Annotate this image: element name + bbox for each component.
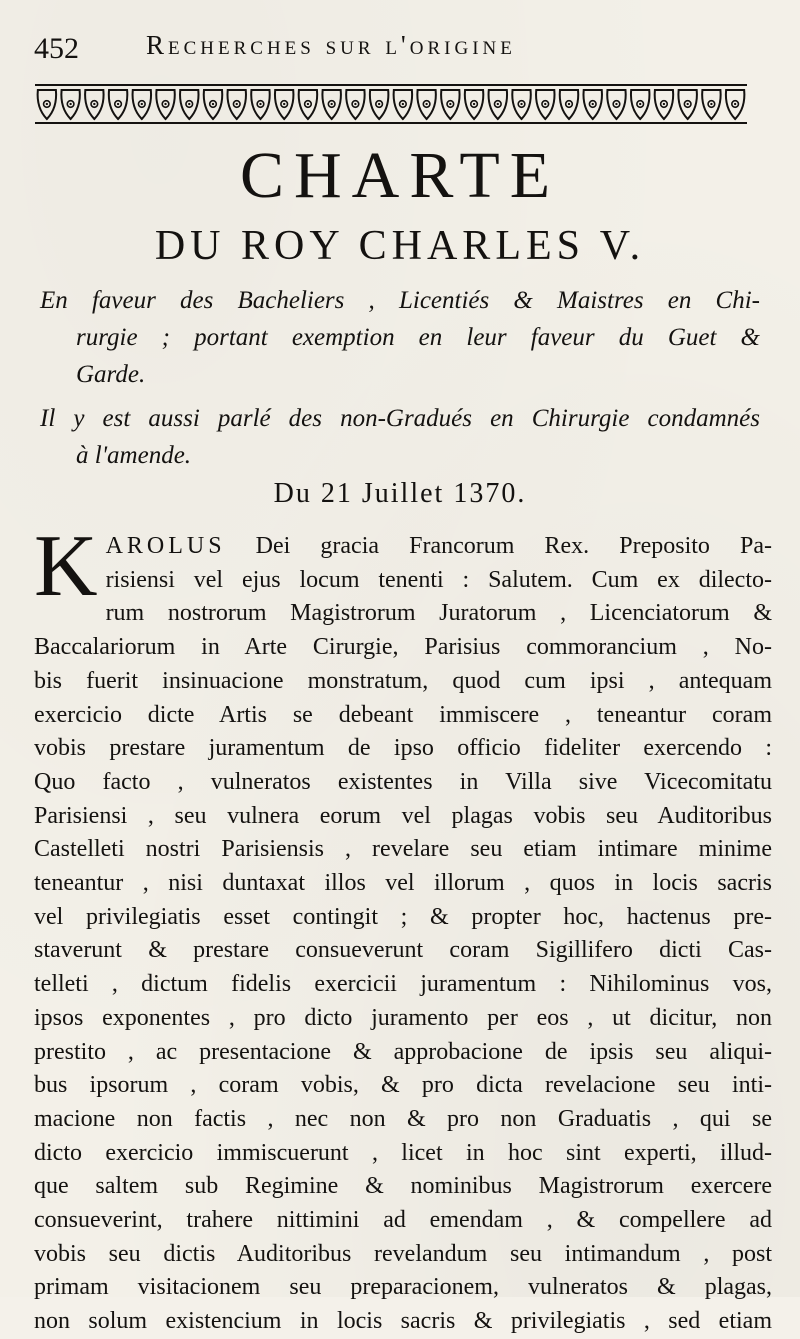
body-line: dicto exercicio immiscuerunt , licet in hoc sint experti, illud-: [34, 1139, 772, 1166]
body-line: telleti , dictum fidelis exercicii juramentum : Nihilominus vos,: [34, 971, 772, 998]
opening-word: AROLUS: [105, 533, 226, 559]
summary-line: rurgie ; portant exemption en leur faveur du Guet &: [76, 324, 760, 351]
ornament-motif: [61, 90, 79, 119]
ornament-motif: [536, 90, 554, 119]
ornament-motif: [583, 90, 601, 119]
body-line: primam visitacionem seu preparacionem, vulneratos & plagas,: [34, 1274, 772, 1301]
body-line: ipsos exponentes , pro dicto juramento per eos , ut dicitur, non: [34, 1004, 772, 1031]
body-line: teneantur , nisi duntaxat illos vel illorum , quos in locis sacris: [34, 870, 772, 897]
ornament-motif: [109, 90, 127, 119]
page-number: 452: [34, 32, 79, 65]
ornament-motif: [607, 90, 625, 119]
body-line: [34, 530, 772, 564]
ornament-motif: [655, 90, 673, 119]
ornament-motif: [346, 90, 364, 119]
body-line: staverunt & prestare consueverunt coram Sigillifero dicti Cas-: [34, 937, 772, 964]
body-line: consueverint, trahere nittimini ad emendam , & compellere ad: [34, 1207, 772, 1234]
body-lines: [34, 518, 772, 1339]
note-line: à l'amende.: [76, 442, 192, 469]
ornament-motif: [489, 90, 507, 119]
body-line: non solum existencium in locis sacris & privilegiatis , sed etiam: [34, 1308, 772, 1335]
charter-note: [40, 400, 760, 474]
summary-line: En faveur des Bacheliers , Licentiés & Maistres en Chi-: [40, 287, 760, 314]
body-line-text: Dei gracia Francorum Rex. Preposito Pa-: [225, 533, 772, 559]
ornamental-border: [35, 82, 747, 126]
ornament-motif: [251, 90, 269, 119]
running-head: Recherches sur l'origine: [146, 30, 516, 60]
ornament-motif: [275, 90, 293, 119]
ornament-motif: [299, 90, 317, 119]
body-line: rum nostrorum Magistrorum Juratorum , Licenciatorum &: [105, 600, 772, 627]
ornament-motif: [180, 90, 198, 119]
body-line: bus ipsorum , coram vobis, & pro dicta revelacione seu inti-: [34, 1072, 772, 1099]
ornament-motif: [512, 90, 530, 119]
charter-title: CHARTE: [239, 139, 561, 212]
ornament-motif: [227, 90, 245, 119]
charter-body: [34, 518, 772, 1339]
drop-cap: K: [34, 518, 98, 615]
ornament-motif: [631, 90, 649, 119]
charter-summary: [40, 282, 760, 393]
body-line: exercicio dicte Artis se debeant immiscere , teneantur coram: [34, 701, 772, 728]
ornament-motif: [560, 90, 578, 119]
ornament-motif: [85, 90, 103, 119]
ornament-motif: [726, 90, 744, 119]
body-line: Parisiensi , seu vulnera eorum vel plagas vobis seu Auditoribus: [34, 802, 772, 829]
ornament-motif: [38, 90, 56, 119]
body-line: macione non factis , nec non & pro non Graduatis , qui se: [34, 1105, 772, 1132]
ornament-motif: [370, 90, 388, 119]
charter-subtitle: DU ROY CHARLES V.: [154, 223, 646, 269]
ornament-motif: [322, 90, 340, 119]
body-line: risiensi vel ejus locum tenenti : Salutem. Cum ex dilecto-: [105, 566, 772, 593]
body-line: vel privilegiatis esset contingit ; & propter hoc, hactenus pre-: [34, 903, 772, 930]
page-header: [28, 28, 788, 72]
charter-date: Du 21 Juillet 1370.: [273, 478, 527, 509]
body-line: Baccalariorum in Arte Cirurgie, Parisius commorancium , No-: [34, 634, 772, 661]
body-line: Castelleti nostri Parisiensis , revelare seu etiam intimare minime: [34, 836, 772, 863]
ornament-motif: [417, 90, 435, 119]
ornament-motif: [394, 90, 412, 119]
summary-line: Garde.: [76, 361, 146, 388]
ornament-motif: [204, 90, 222, 119]
body-line: que saltem sub Regimine & nominibus Magistrorum exercere: [34, 1173, 772, 1200]
ornament-motif: [156, 90, 174, 119]
body-line: prestito , ac presentacione & approbacione de ipsis seu aliqui-: [34, 1038, 772, 1065]
note-line: Il y est aussi parlé des non-Gradués en Chirurgie condamnés: [40, 405, 760, 432]
ornament-motif: [678, 90, 696, 119]
ornament-motif: [702, 90, 720, 119]
ornament-motif: [465, 90, 483, 119]
ornament-motif: [441, 90, 459, 119]
ornament-motif: [133, 90, 151, 119]
body-line: vobis seu dictis Auditoribus revelandum seu intimandum , post: [34, 1240, 772, 1267]
body-line: Quo facto , vulneratos existentes in Villa sive Vicecomitatu: [34, 768, 772, 795]
body-line: bis fuerit insinuacione monstratum, quod cum ipsi , antequam: [34, 667, 772, 694]
body-line: vobis prestare juramentum de ipso officio fideliter exercendo :: [34, 735, 772, 762]
